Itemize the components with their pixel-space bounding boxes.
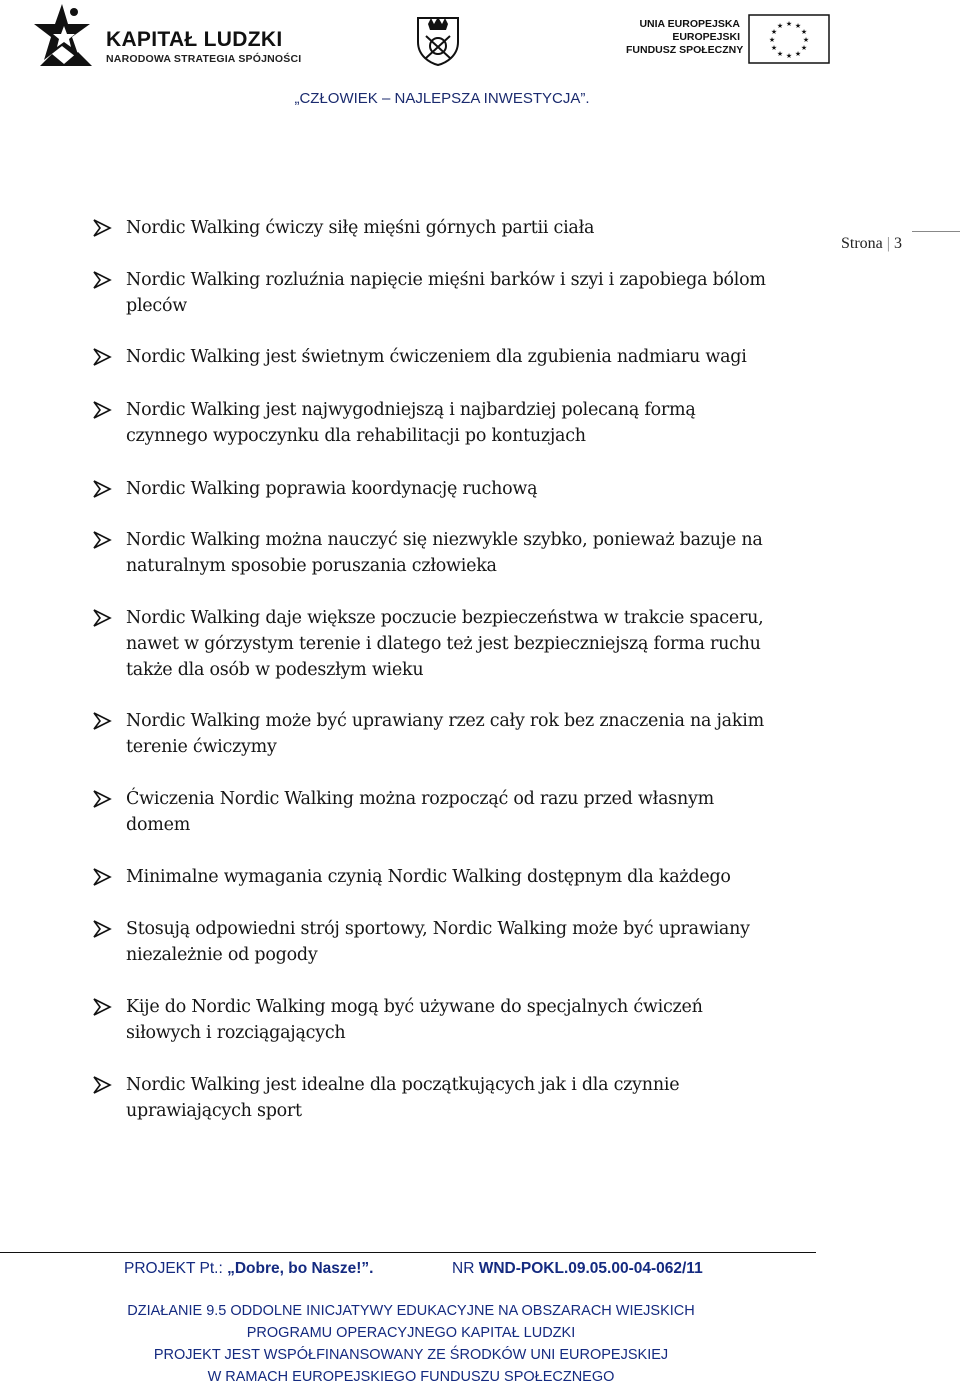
- arrow-bullet-icon: [92, 868, 112, 886]
- svg-text:★: ★: [768, 36, 776, 44]
- bullet-text: [126, 605, 832, 683]
- bullet-line: Nordic Walking jest najwygodniejszą i najbardziej polecaną formą: [126, 400, 696, 420]
- svg-text:★: ★: [800, 28, 808, 36]
- bullet-line: Minimalne wymagania czynią Nordic Walking dostępnym dla każdego: [126, 867, 731, 887]
- footer-line-4: W RAMACH EUROPEJSKIEGO FUNDUSZU SPOŁECZNEGO: [207, 1369, 615, 1385]
- list-item: [92, 916, 832, 968]
- list-item: [92, 215, 832, 241]
- list-item: [92, 344, 832, 370]
- list-item: [92, 476, 832, 502]
- arrow-bullet-icon: [92, 531, 112, 549]
- eu-label: [626, 18, 744, 57]
- list-item: [92, 708, 832, 760]
- arrow-bullet-icon: [92, 1076, 112, 1094]
- arrow-bullet-icon: [92, 401, 112, 419]
- arrow-bullet-icon: [92, 609, 112, 627]
- svg-text:★: ★: [770, 44, 778, 52]
- footer-rule: [0, 1252, 816, 1253]
- svg-text:★: ★: [770, 28, 778, 36]
- bullet-text: [126, 916, 832, 968]
- bullet-text: [126, 864, 832, 890]
- bullet-line: terenie ćwiczymy: [126, 737, 277, 757]
- bullet-text: [126, 215, 832, 241]
- page-number: Strona | 3: [841, 235, 902, 252]
- ue-line-2: EUROPEJSKI: [672, 31, 740, 43]
- bullet-line: Nordic Walking może być uprawiany rzez cały rok bez znaczenia na jakim: [126, 711, 764, 731]
- footer-line-1: DZIAŁANIE 9.5 ODDOLNE INICJATYWY EDUKACYJNE NA OBSZARACH WIEJSKICH: [127, 1303, 695, 1319]
- svg-text:★: ★: [800, 44, 808, 52]
- arrow-bullet-icon: [92, 480, 112, 498]
- bullet-line: Nordic Walking można nauczyć się niezwykle szybko, ponieważ bazuje na: [126, 530, 763, 550]
- bullet-line: pleców: [126, 296, 187, 316]
- list-item: [92, 864, 832, 890]
- list-item: [92, 994, 832, 1046]
- list-item: [92, 267, 832, 319]
- footer-info: [0, 1300, 822, 1388]
- list-item: [92, 1072, 832, 1124]
- kapital-ludzki-logo: [34, 2, 302, 74]
- bullet-text: [126, 708, 832, 760]
- project-name: „Dobre, bo Nasze!”.: [227, 1260, 374, 1277]
- project-prefix: PROJEKT Pt.:: [124, 1260, 228, 1277]
- page-number-value: 3: [893, 235, 902, 252]
- arrow-bullet-icon: [92, 271, 112, 289]
- page-number-rule: [912, 231, 960, 232]
- arrow-bullet-icon: [92, 348, 112, 366]
- bullet-line: Nordic Walking poprawia koordynację ruchową: [126, 479, 538, 499]
- bullet-line: siłowych i rozciągających: [126, 1023, 346, 1043]
- list-item: [92, 786, 832, 838]
- svg-text:★: ★: [785, 52, 793, 60]
- arrow-bullet-icon: [92, 998, 112, 1016]
- bullet-line: domem: [126, 815, 191, 835]
- bullet-line: Nordic Walking daje większe poczucie bezpieczeństwa w trakcie spaceru,: [126, 608, 764, 628]
- bullet-text: [126, 994, 832, 1046]
- bullet-line: niezależnie od pogody: [126, 945, 318, 965]
- arrow-bullet-icon: [92, 920, 112, 938]
- svg-text:★: ★: [794, 22, 802, 30]
- bullet-text: [126, 397, 832, 449]
- project-nr-prefix: NR: [452, 1260, 479, 1277]
- page-label: Strona: [841, 235, 883, 252]
- bullet-line: nawet w górzystym terenie i dlatego też jest bezpieczniejszą forma ruchu: [126, 634, 761, 654]
- bullet-text: [126, 527, 832, 579]
- footer-line-2: PROGRAMU OPERACYJNEGO KAPITAŁ LUDZKI: [246, 1325, 576, 1341]
- bullet-text: [126, 1072, 832, 1124]
- bullet-line: Nordic Walking jest idealne dla początkujących jak i dla czynnie: [126, 1075, 680, 1095]
- footer-line-3: PROJEKT JEST WSPÓŁFINANSOWANY ZE ŚRODKÓW UNI EUROPEJSKIEJ: [153, 1347, 669, 1363]
- kapital-ludzki-subtitle: NARODOWA STRATEGIA SPÓJNOŚCI: [106, 53, 302, 65]
- arrow-bullet-icon: [92, 712, 112, 730]
- list-item: [92, 527, 832, 579]
- ue-line-3: FUNDUSZ SPOŁECZNY: [626, 44, 744, 56]
- bullet-line: naturalnym sposobie poruszania człowieka: [126, 556, 497, 576]
- project-number: [452, 1260, 703, 1278]
- arrow-bullet-icon: [92, 790, 112, 808]
- svg-text:★: ★: [776, 22, 784, 30]
- bullet-line: Stosują odpowiedni strój sportowy, Nordic Walking może być uprawiany: [126, 919, 750, 939]
- kapital-ludzki-star-icon: [34, 2, 104, 74]
- bullet-line: także dla osób w podeszłym wieku: [126, 660, 424, 680]
- coat-of-arms-icon: [416, 14, 460, 66]
- bullet-line: uprawiających sport: [126, 1101, 302, 1121]
- svg-text:★: ★: [794, 50, 802, 58]
- svg-text:★: ★: [776, 50, 784, 58]
- svg-text:★: ★: [785, 20, 793, 28]
- bullet-text: [126, 786, 832, 838]
- list-item: [92, 605, 832, 683]
- bullet-line: Nordic Walking rozluźnia napięcie mięśni barków i szyi i zapobiega bólom: [126, 270, 766, 290]
- bullet-text: [126, 476, 832, 502]
- project-nr-value: WND-POKL.09.05.00-04-062/11: [478, 1260, 703, 1277]
- bullet-text: [126, 344, 832, 370]
- motto: „CZŁOWIEK – NAJLEPSZA INWESTYCJA”.: [294, 90, 590, 107]
- project-title: [124, 1260, 374, 1278]
- ue-line-1: UNIA EUROPEJSKA: [639, 18, 740, 30]
- bullet-line: Nordic Walking ćwiczy siłę mięśni górnych partii ciała: [126, 218, 595, 238]
- list-item: [92, 397, 832, 449]
- bullet-line: Ćwiczenia Nordic Walking można rozpocząć od razu przed własnym: [126, 789, 714, 809]
- svg-text:★: ★: [802, 36, 810, 44]
- bullet-text: [126, 267, 832, 319]
- bullet-line: Nordic Walking jest świetnym ćwiczeniem dla zgubienia nadmiaru wagi: [126, 347, 747, 367]
- bullet-line: czynnego wypoczynku dla rehabilitacji po kontuzjach: [126, 426, 586, 446]
- eu-flag-icon: [748, 14, 830, 64]
- arrow-bullet-icon: [92, 219, 112, 237]
- bullet-line: Kije do Nordic Walking mogą być używane do specjalnych ćwiczeń: [126, 997, 703, 1017]
- kapital-ludzki-title: KAPITAŁ LUDZKI: [106, 28, 283, 51]
